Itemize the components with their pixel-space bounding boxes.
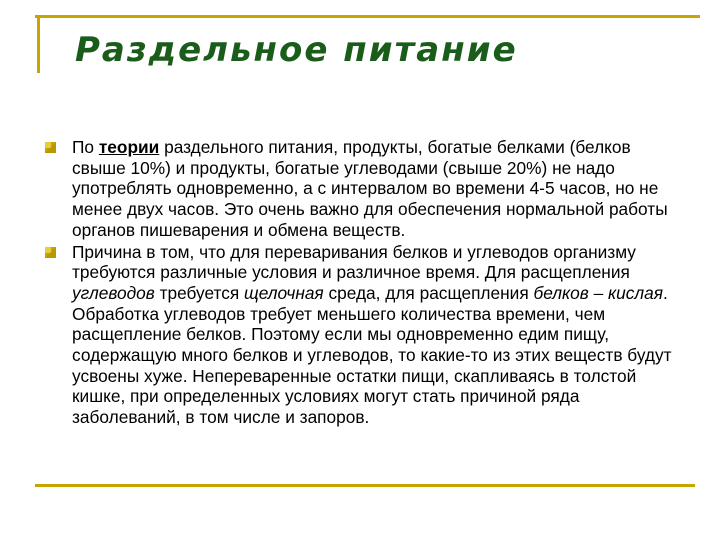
slide-title: Раздельное питание xyxy=(75,30,518,70)
bullet-item-1 xyxy=(45,137,685,241)
bullet-1-lead: По xyxy=(72,137,99,157)
bullet-2-part-4: . Обработка углеводов требует меньшего количества времени, чем расщепление белков. Поэтому если мы одновременно едим пищу, содержащую много белков и углеводов, то какие-то из этих веществ будут усвоены хуже. Непереваренные остатки пищи, скапливаясь в толстой кишке, при определенных условиях могут стать причиной ряда заболеваний, в том числе и запоров. xyxy=(72,282,672,428)
square-bullet-icon xyxy=(45,142,56,153)
theory-link[interactable]: теории xyxy=(98,137,160,157)
bottom-rule xyxy=(35,484,695,487)
left-rule xyxy=(37,15,40,73)
bullet-text-1 xyxy=(72,137,685,241)
proteins-acidic-italic: белков – кислая xyxy=(533,282,664,303)
square-bullet-icon xyxy=(45,247,56,258)
bullet-item-2 xyxy=(45,242,685,428)
bullet-2-part-2: требуется xyxy=(154,282,245,303)
bullet-text-2 xyxy=(72,242,685,428)
carbs-italic: углеводов xyxy=(72,282,155,303)
slide-content xyxy=(45,137,685,429)
top-rule xyxy=(35,15,700,18)
alkaline-italic: щелочная xyxy=(244,282,324,303)
bullet-2-part-3: среда, для расщепления xyxy=(323,282,534,303)
bullet-1-rest: раздельного питания, продукты, богатые белками (белков свыше 10%) и продукты, богатые углеводами (свыше 20%) не надо употреблять одновременно, а с интервалом во времени 4-5 часов, но не менее двух часов. Это очень важно для обеспечения нормальной работы органов пишеварения и обмена веществ. xyxy=(72,137,668,240)
bullet-2-part-1: Причина в том, что для переваривания белков и углеводов организму требуются различные условия и различное время. Для расщепления xyxy=(72,241,636,283)
